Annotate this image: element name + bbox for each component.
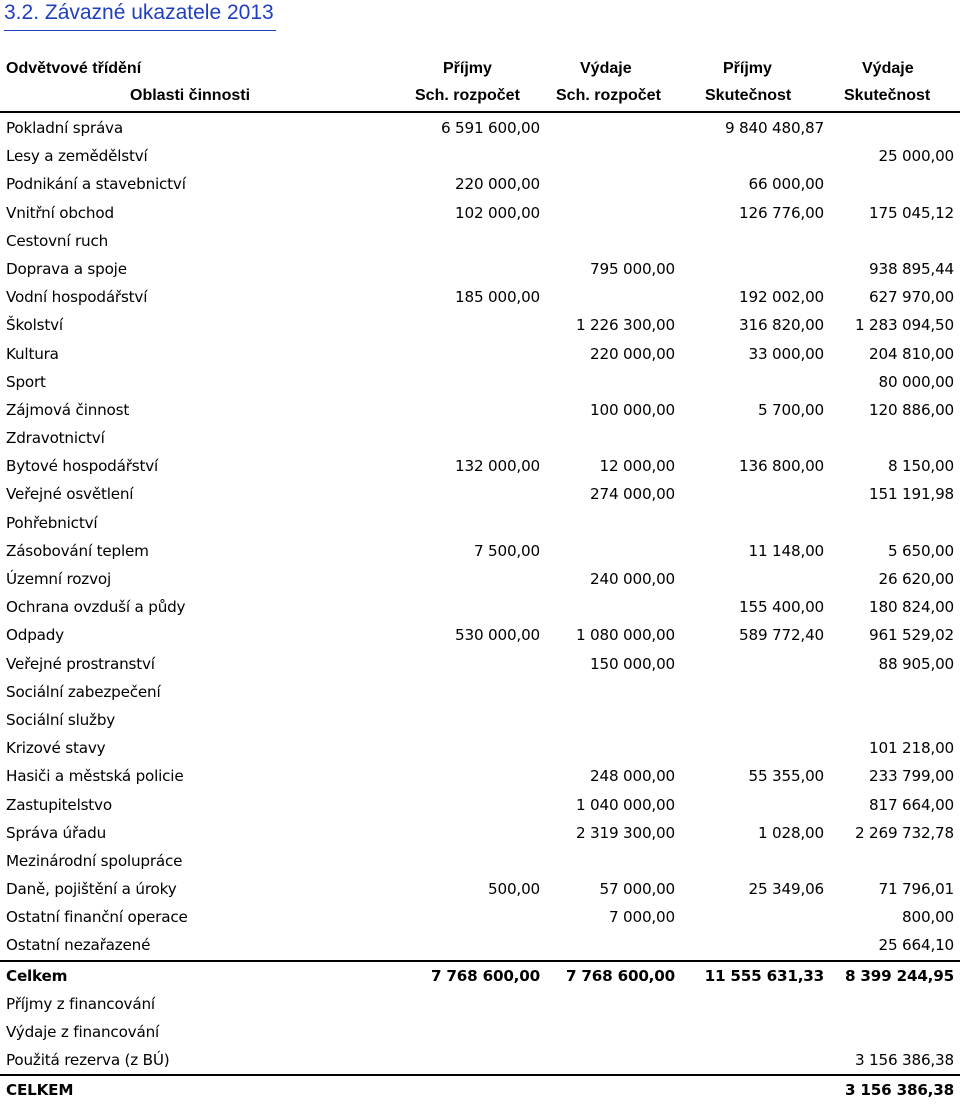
row-label: Veřejné prostranství [6, 654, 155, 673]
table-row [0, 990, 960, 1018]
table-row [0, 452, 960, 480]
table-row [0, 565, 960, 593]
row-label: Výdaje z financování [6, 1023, 160, 1041]
header-prijmy-skutecnost: Příjmy [723, 60, 772, 77]
vydaje-skutecnost-cell: 5 650,00 [887, 541, 954, 560]
row-label: Ochrana ovzduší a půdy [6, 598, 186, 617]
table-row [0, 762, 960, 790]
vydaje-skutecnost-cell: 101 218,00 [869, 739, 954, 758]
row-label: Pohřebnictví [6, 513, 98, 532]
vydaje-skutecnost-cell: 961 529,02 [869, 626, 954, 645]
row-label: Ostatní finanční operace [6, 908, 188, 927]
vydaje-rozpocet-cell: 274 000,00 [590, 485, 675, 504]
prijmy-rozpocet-cell: 7 768 600,00 [430, 966, 540, 985]
vydaje-rozpocet-cell: 7 768 600,00 [565, 966, 675, 985]
row-label: Doprava a spoje [6, 259, 127, 278]
header-sch-rozpocet-2: Sch. rozpočet [556, 87, 661, 104]
table-row [0, 819, 960, 847]
header-sch-rozpocet-1: Sch. rozpočet [415, 87, 520, 104]
header-prijmy-rozpocet: Příjmy [443, 60, 492, 77]
prijmy-skutecnost-cell: 192 002,00 [739, 288, 824, 307]
row-label: Celkem [6, 966, 68, 985]
prijmy-skutecnost-cell: 25 349,06 [748, 880, 824, 899]
table-row [0, 311, 960, 339]
prijmy-skutecnost-cell: 55 355,00 [748, 767, 824, 786]
prijmy-rozpocet-cell: 132 000,00 [455, 457, 540, 476]
vydaje-rozpocet-cell: 795 000,00 [590, 259, 675, 278]
prijmy-skutecnost-cell: 33 000,00 [748, 344, 824, 363]
table-row [0, 903, 960, 931]
header-odvetvove-trideni: Odvětvové třídění [6, 60, 142, 77]
row-label: Zastupitelstvo [6, 795, 112, 814]
vydaje-rozpocet-cell: 150 000,00 [590, 654, 675, 673]
vydaje-skutecnost-cell: 88 905,00 [878, 654, 954, 673]
prijmy-skutecnost-cell: 11 148,00 [748, 541, 824, 560]
vydaje-rozpocet-cell: 1 226 300,00 [575, 316, 675, 335]
vydaje-rozpocet-cell: 100 000,00 [590, 400, 675, 419]
prijmy-skutecnost-cell: 136 800,00 [739, 457, 824, 476]
table-row [0, 424, 960, 452]
vydaje-skutecnost-cell: 817 664,00 [869, 795, 954, 814]
table-row [0, 255, 960, 283]
table-row [0, 142, 960, 170]
table-row [0, 706, 960, 734]
prijmy-skutecnost-cell: 155 400,00 [739, 598, 824, 617]
table-row [0, 678, 960, 706]
prijmy-skutecnost-cell: 9 840 480,87 [724, 119, 824, 137]
vydaje-skutecnost-cell: 204 810,00 [869, 344, 954, 363]
table-header-row-1 [0, 55, 960, 83]
row-label: Odpady [6, 626, 64, 645]
row-label: Daně, pojištění a úroky [6, 880, 177, 899]
vydaje-rozpocet-cell: 248 000,00 [590, 767, 675, 786]
prijmy-skutecnost-cell: 589 772,40 [739, 626, 824, 645]
vydaje-skutecnost-cell: 1 283 094,50 [854, 316, 954, 335]
row-label: Kultura [6, 344, 59, 363]
table-row [0, 114, 960, 142]
vydaje-skutecnost-cell: 800,00 [902, 908, 954, 927]
row-label: Cestovní ruch [6, 231, 109, 250]
table-row [0, 396, 960, 424]
row-label: Sociální zabezpečení [6, 682, 161, 701]
row-label: Mezinárodní spolupráce [6, 851, 183, 870]
row-label: Sociální služby [6, 710, 116, 729]
vydaje-skutecnost-cell: 71 796,01 [878, 880, 954, 899]
prijmy-rozpocet-cell: 7 500,00 [473, 541, 540, 560]
row-label: Krizové stavy [6, 739, 106, 758]
row-label: Školství [6, 316, 63, 335]
row-label: Zásobování teplem [6, 541, 149, 560]
vydaje-skutecnost-cell: 938 895,44 [869, 259, 954, 278]
table-row [0, 875, 960, 903]
prijmy-skutecnost-cell: 1 028,00 [757, 823, 824, 842]
header-vydaje-skutecnost: Výdaje [862, 60, 914, 77]
vydaje-rozpocet-cell: 12 000,00 [599, 457, 675, 476]
table-row [0, 734, 960, 762]
table-row [0, 170, 960, 198]
prijmy-skutecnost-cell: 126 776,00 [739, 203, 824, 222]
table-row [0, 847, 960, 875]
prijmy-rozpocet-cell: 102 000,00 [455, 203, 540, 222]
prijmy-rozpocet-cell: 185 000,00 [455, 288, 540, 307]
table-row [0, 537, 960, 565]
vydaje-rozpocet-cell: 7 000,00 [608, 908, 675, 927]
vydaje-skutecnost-cell: 151 191,98 [869, 485, 954, 504]
row-label: Lesy a zemědělství [6, 147, 148, 166]
table-row [0, 791, 960, 819]
header-oblasti-cinnosti: Oblasti činnosti [130, 87, 251, 104]
prijmy-skutecnost-cell: 66 000,00 [748, 175, 824, 194]
row-label: Použitá rezerva (z BÚ) [6, 1051, 170, 1070]
table-row [0, 621, 960, 649]
table-row [0, 480, 960, 508]
table-row [0, 509, 960, 537]
vydaje-rozpocet-cell: 240 000,00 [590, 570, 675, 588]
vydaje-skutecnost-cell: 120 886,00 [869, 400, 954, 419]
page-title: 3.2. Závazné ukazatele 2013 [4, 0, 276, 31]
vydaje-skutecnost-cell: 175 045,12 [869, 203, 954, 222]
row-label: Podnikání a stavebnictví [6, 175, 186, 194]
table-row [0, 593, 960, 621]
row-label: Vnitřní obchod [6, 203, 114, 222]
row-label: Ostatní nezařazené [6, 936, 151, 955]
vydaje-skutecnost-cell: 627 970,00 [869, 288, 954, 307]
table-row [0, 931, 960, 959]
vydaje-skutecnost-cell: 25 664,10 [878, 936, 954, 955]
prijmy-rozpocet-cell: 220 000,00 [455, 175, 540, 194]
row-label: Pokladní správa [6, 119, 123, 137]
prijmy-skutecnost-cell: 5 700,00 [757, 400, 824, 419]
prijmy-skutecnost-cell: 11 555 631,33 [704, 966, 824, 985]
vydaje-skutecnost-cell: 8 399 244,95 [844, 966, 954, 985]
table-row [0, 650, 960, 678]
vydaje-rozpocet-cell: 1 040 000,00 [575, 795, 675, 814]
row-label: Zájmová činnost [6, 400, 130, 419]
table-row [0, 199, 960, 227]
table-row [0, 227, 960, 255]
budget-table [0, 114, 960, 1105]
header-vydaje-rozpocet: Výdaje [580, 60, 632, 77]
vydaje-skutecnost-cell: 25 000,00 [878, 147, 954, 166]
vydaje-skutecnost-cell: 2 269 732,78 [854, 823, 954, 842]
table-row [0, 1018, 960, 1046]
vydaje-skutecnost-cell: 80 000,00 [878, 372, 954, 391]
vydaje-skutecnost-cell: 180 824,00 [869, 598, 954, 617]
vydaje-skutecnost-cell: 3 156 386,38 [854, 1051, 954, 1070]
row-label: Správa úřadu [6, 823, 106, 842]
table-header-row-2 [0, 82, 960, 110]
header-skutecnost-2: Skutečnost [844, 87, 931, 104]
vydaje-skutecnost-cell: 26 620,00 [878, 570, 954, 588]
vydaje-rozpocet-cell: 220 000,00 [590, 344, 675, 363]
header-skutecnost-1: Skutečnost [705, 87, 792, 104]
row-label: Sport [6, 372, 46, 391]
row-label: Bytové hospodářství [6, 457, 159, 476]
vydaje-skutecnost-cell: 233 799,00 [869, 767, 954, 786]
vydaje-rozpocet-cell: 57 000,00 [599, 880, 675, 899]
header-divider [0, 111, 960, 113]
prijmy-rozpocet-cell: 500,00 [488, 880, 540, 899]
row-label: Hasiči a městská policie [6, 767, 184, 786]
row-label: Veřejné osvětlení [6, 485, 134, 504]
vydaje-rozpocet-cell: 1 080 000,00 [575, 626, 675, 645]
row-label: Územní rozvoj [6, 570, 111, 588]
table-row [0, 368, 960, 396]
table-row [0, 283, 960, 311]
row-label: Zdravotnictví [6, 429, 105, 448]
vydaje-skutecnost-cell: 8 150,00 [887, 457, 954, 476]
table-row [0, 1046, 960, 1074]
row-label: Příjmy z financování [6, 994, 155, 1013]
vydaje-rozpocet-cell: 2 319 300,00 [575, 823, 675, 842]
table-row [0, 1074, 960, 1104]
vydaje-skutecnost-cell: 3 156 386,38 [844, 1081, 954, 1100]
row-label: Vodní hospodářství [6, 288, 148, 307]
table-row [0, 960, 960, 990]
prijmy-rozpocet-cell: 6 591 600,00 [440, 119, 540, 137]
row-label: CELKEM [6, 1081, 74, 1100]
table-row [0, 340, 960, 368]
prijmy-skutecnost-cell: 316 820,00 [739, 316, 824, 335]
prijmy-rozpocet-cell: 530 000,00 [455, 626, 540, 645]
